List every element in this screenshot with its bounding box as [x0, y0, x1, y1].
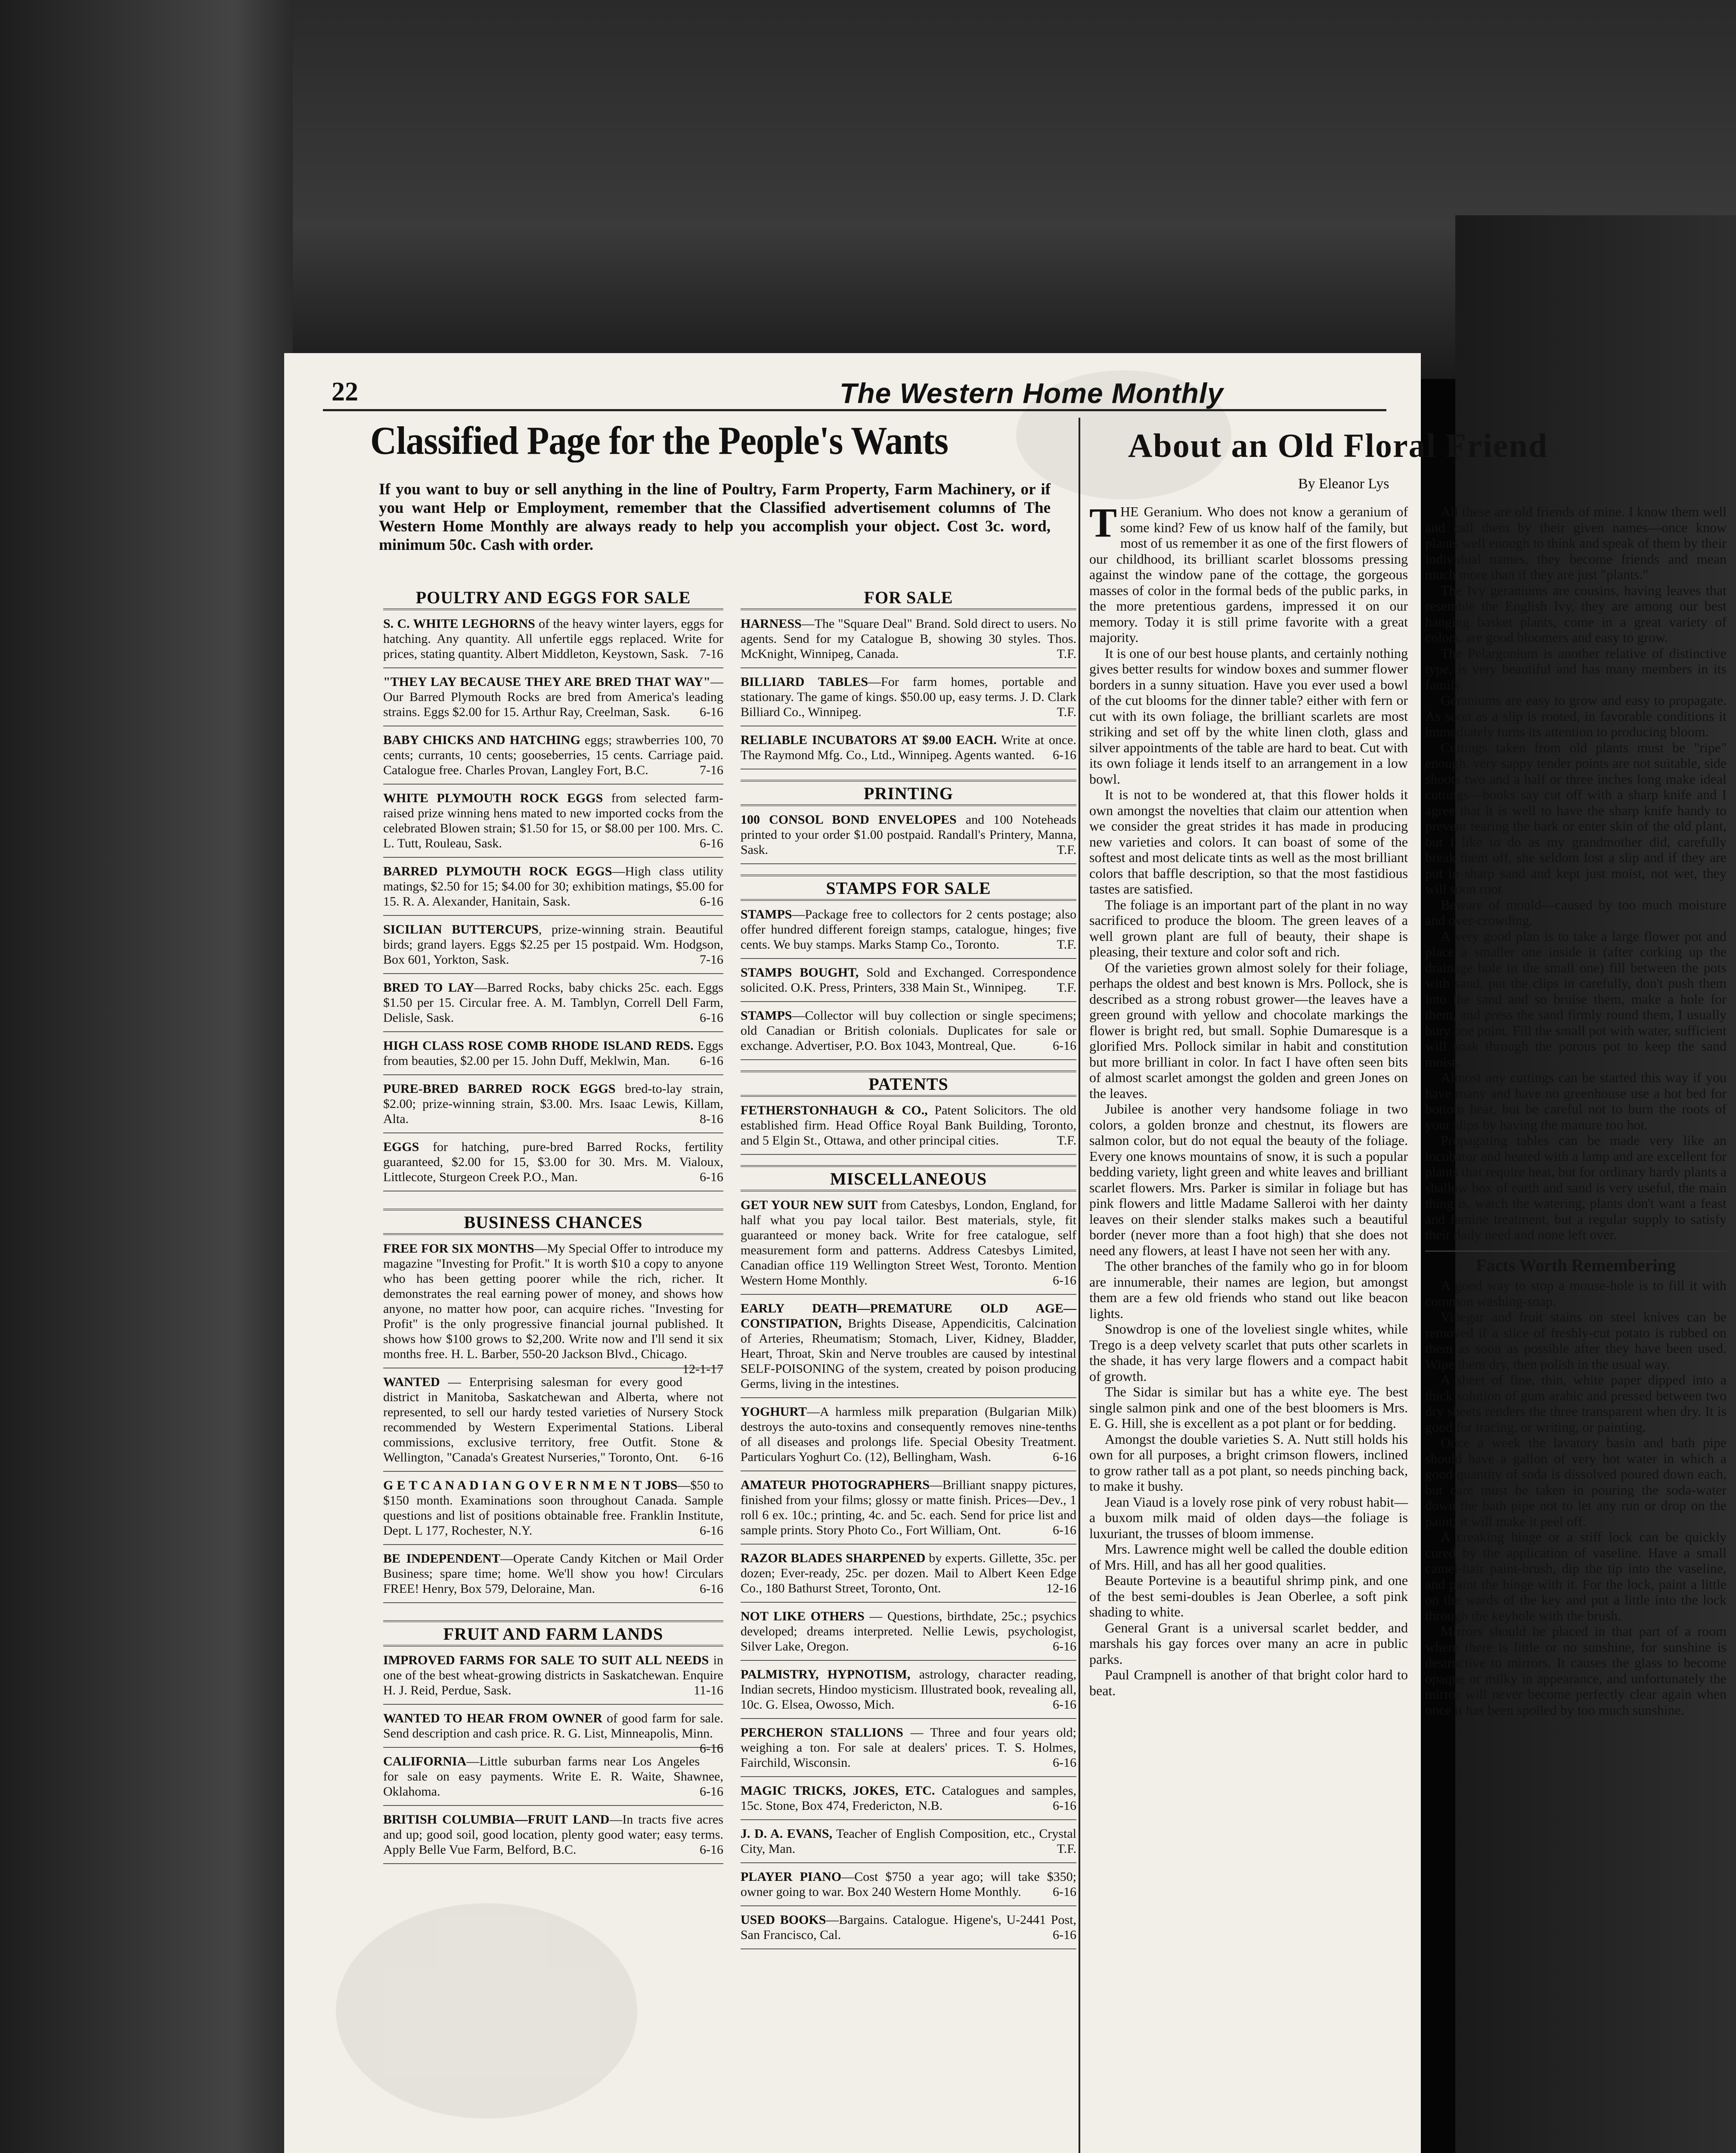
classified-ad — [741, 1551, 1076, 1603]
ad-headline: EARLY DEATH—PREMATURE OLD AGE—CONSTIPATION, — [741, 1301, 1076, 1331]
classified-ad — [741, 1725, 1076, 1777]
magazine-page — [284, 353, 1727, 2153]
ad-code: 7-16 — [700, 952, 723, 967]
classified-ad — [383, 1241, 723, 1376]
article-column-left — [1089, 499, 1408, 1698]
classified-ad — [383, 1812, 723, 1864]
ad-code: T.F. — [1057, 980, 1076, 995]
ad-code: 6-16 — [700, 1054, 723, 1068]
ad-code: T.F. — [1057, 1842, 1076, 1856]
classified-ad — [741, 1008, 1076, 1060]
ad-code: 6-16 — [700, 1741, 723, 1756]
article-byline: By Eleanor Lys — [1298, 476, 1389, 492]
ad-text: Write at once. The Raymond Mfg. Co., Ltd., Winnipeg. Agents wanted. — [741, 733, 1076, 762]
ad-code: 12-1-17 — [682, 1362, 723, 1376]
paragraph: Cuttings taken from old plants must be "ripe" enough, very sappy tender points are not suitable, side shoots two and a half or three inches long make ideal cuttings—books say cut off with a sharp knife and I agree that it is well to have the sharp knife handy to prevent tearing the bark or enter skin of the old plant, but I like to do as my grandmother did, carefully break them off, she seldom lost a slip and if they are put in sharp sand and kept just moist, not wet, they will soon root — [1425, 739, 1727, 897]
facts-heading: Facts Worth Remembering — [1425, 1250, 1727, 1274]
paragraph: The Sidar is similar but has a white eye. The best single salmon pink and one of the best bloomers is Mrs. E. G. Hill, she is excellent as a pot plant or for bedding. — [1089, 1384, 1408, 1431]
ad-headline: PERCHERON STALLIONS — [741, 1725, 903, 1740]
classified-ad — [741, 1783, 1076, 1820]
ad-code: 6-16 — [1053, 1928, 1076, 1942]
ad-headline: "THEY LAY BECAUSE THEY ARE BRED THAT WAY" — [383, 675, 710, 689]
section-fruit — [383, 1620, 723, 1864]
section-heading: FOR SALE — [741, 586, 1076, 610]
ad-headline: YOGHURT — [741, 1405, 807, 1419]
ad-code: 6-16 — [700, 1523, 723, 1538]
ad-text: bred-to-lay strain, $2.00; prize-winning strain, $3.00. Mrs. Isaac Lewis, Killam, Alta. — [383, 1082, 723, 1126]
ad-headline: NOT LIKE OTHERS — [741, 1609, 865, 1623]
paragraph: The Pelargonium is another relative of distinctive type, is very beautiful and has many members in its family. — [1425, 645, 1727, 692]
ad-headline: BILLIARD TABLES — [741, 675, 868, 689]
section-heading: MISCELLANEOUS — [741, 1165, 1076, 1191]
ad-code: T.F. — [1057, 647, 1076, 661]
ad-text: — Enterprising salesman for every good district in Manitoba, Saskatchewan and Alberta, where not represented, to sell our hardy tested varieties of Nursery Stock recommended by Western Experimental Stations. Liberal commissions, exclusive territory, free Outfit. Stone & Wellington, "Canada's Greatest Nurseries," Toronto, Ont. — [383, 1375, 723, 1464]
ad-headline: WANTED — [383, 1375, 440, 1389]
classified-ad — [741, 1667, 1076, 1719]
ad-headline: 100 CONSOL BOND ENVELOPES — [741, 813, 957, 827]
ad-headline: G E T C A N A D I A N G O V E R N M E N T JOBS — [383, 1478, 678, 1492]
classified-ad — [741, 1609, 1076, 1661]
section-business — [383, 1209, 723, 1603]
ad-text: —$50 to $150 month. Examinations soon throughout Canada. Sample questions and list of positions obtainable free. Franklin Institute, Dept. L 177, Rochester, N.Y. — [383, 1478, 723, 1538]
classified-ad — [383, 1038, 723, 1075]
classified-column-middle — [741, 586, 1076, 1949]
ad-headline: BABY CHICKS AND HATCHING — [383, 733, 581, 747]
classified-ad — [383, 1374, 723, 1472]
ad-code: 8-16 — [700, 1112, 723, 1126]
ad-code: 6-16 — [1053, 1039, 1076, 1053]
paragraph: Vinegar and fruit stains on steel knives can be removed if a slice of freshly-cut potato is rubbed on them as soon as possible after they have been used. Wipe them dry, then polish in the usual way. — [1425, 1309, 1727, 1372]
ad-code: 6-16 — [700, 836, 723, 850]
ad-headline: HARNESS — [741, 617, 802, 631]
ad-text: —Barred Rocks, baby chicks 25c. each. Eggs $1.50 per 15. Circular free. A. M. Tamblyn, Correll Dell Farm, Delisle, Sask. — [383, 980, 723, 1025]
classified-column-left — [383, 586, 723, 1864]
ad-headline: S. C. WHITE LEGHORNS — [383, 617, 535, 631]
paragraph: Jean Viaud is a lovely rose pink of very robust habit—a buxom milk maid of olden days—the foliage is luxuriant, the trusses of bloom immense. — [1089, 1494, 1408, 1541]
classified-ad — [741, 1197, 1076, 1295]
ad-headline: BARRED PLYMOUTH ROCK EGGS — [383, 864, 612, 878]
ad-code: T.F. — [1057, 1133, 1076, 1148]
section-printing — [741, 780, 1076, 864]
ad-text: —Cost $750 a year ago; will take $350; owner going to war. Box 240 Western Home Monthly. — [741, 1870, 1076, 1899]
section-for-sale — [741, 586, 1076, 769]
ad-text: and 100 Noteheads printed to your order $1.00 postpaid. Randall's Printery, Manna, Sask. — [741, 813, 1076, 857]
ad-text: in one of the best wheat-growing districts in Saskatchewan. Enquire H. J. Reid, Perdue, Sask. — [383, 1653, 723, 1697]
classified-ad — [741, 1869, 1076, 1906]
ad-text: —For farm homes, portable and stationary. The game of kings. $50.00 up, easy terms. J. D. Clark Billiard Co., Winnipeg. — [741, 675, 1076, 719]
header-rule — [323, 409, 1386, 411]
paragraph: Amongst the double varieties S. A. Nutt still holds his own for all purposes, a bright crimson flowers, inclined to grow rather tall as a pot plant, so needs pinching back, to make it bushy. — [1089, 1431, 1408, 1494]
classified-ad — [383, 1081, 723, 1133]
section-heading: PRINTING — [741, 780, 1076, 806]
ad-headline: PURE-BRED BARRED ROCK EGGS — [383, 1082, 616, 1096]
ad-headline: BRED TO LAY — [383, 980, 474, 995]
classified-title: Classified Page for the People's Wants — [370, 419, 948, 462]
ad-code: 6-16 — [1053, 1799, 1076, 1813]
ad-text: Sold and Exchanged. Correspondence solicited. O.K. Press, Printers, 338 Main St., Winnipeg. — [741, 965, 1076, 995]
ad-code: 6-16 — [1053, 1639, 1076, 1654]
classified-ad — [383, 980, 723, 1032]
ad-code: 6-16 — [700, 1582, 723, 1596]
ad-headline: PLAYER PIANO — [741, 1870, 842, 1884]
page-number: 22 — [332, 377, 358, 406]
ad-headline: BE INDEPENDENT — [383, 1551, 501, 1566]
paragraph: A creaking hinge or a stiff lock can be quickly cured by the application of vaseline. Have a small camel-hair paint-brush, dip the tip into the vaseline, and paint the hinge with it. For the lock, paint a little on the wards of the key and put a little into the lock through the keyhole with the brush. — [1425, 1529, 1727, 1623]
section-stamps — [741, 875, 1076, 1060]
paragraph: Jubilee is another very handsome foliage in two colors, a golden bronze and chestnut, its flowers are salmon color, but do not equal the beauty of the foliage. Every one knows mountains of snow, it is such a popular bedding variety, light green and white leaves and brilliant scarlet flowers. Mrs. Parker is similar in foliage but has pink flowers and little Madame Salleroi with her dainty leaves on their slender stalks makes such a beautiful border (never more than a foot high) that she does not need any flowers, at least I have not seen her with any. — [1089, 1101, 1408, 1258]
ad-text: Brights Disease, Appendicitis, Calcination of Arteries, Rheumatism; Stomach, Liver, Kidney, Bladder, Heart, Throat, Skin and Nerve troubles are caused by intestinal SELF-POISONING of the system, created by poison producing Germs, living in the intestines. — [741, 1316, 1076, 1391]
classified-ad — [383, 1754, 723, 1806]
ad-headline: STAMPS — [741, 907, 792, 921]
ad-code: 6-16 — [700, 1843, 723, 1857]
section-heading: STAMPS FOR SALE — [741, 875, 1076, 901]
section-patents — [741, 1070, 1076, 1155]
magazine-title: The Western Home Monthly — [840, 377, 1224, 409]
ad-headline: GET YOUR NEW SUIT — [741, 1198, 877, 1212]
paragraph: Geraniums are easy to grow and easy to propagate. As soon as a slip is rooted, in favorable conditions it immediately turns its attention to producing bloom. — [1425, 692, 1727, 739]
ad-headline: BRITISH COLUMBIA—FRUIT LAND — [383, 1812, 610, 1827]
ad-headline: STAMPS — [741, 1008, 792, 1023]
ad-text: by experts. Gillette, 35c. per dozen; Ever-ready, 25c. per dozen. Mail to Albert Keen Edge Co., 180 Bathurst Street, Toronto, Ont. — [741, 1551, 1076, 1595]
classified-ad — [383, 1653, 723, 1705]
ad-code: 6-16 — [1053, 1885, 1076, 1899]
classified-intro: If you want to buy or sell anything in the line of Poultry, Farm Property, Farm Machinery, or if you want Help or Employment, remember that the Classified advertisement columns of The Western Home Monthly are always ready to help you accomplish your object. Cost 3c. word, minimum 50c. Cash with order. — [379, 481, 1051, 554]
paragraph: Beware of mould—caused by too much moisture and over-crowding. — [1425, 897, 1727, 928]
ad-text: —Our Barred Plymouth Rocks are bred from America's leading strains. Eggs $2.00 for 15. Arthur Ray, Creelman, Sask. — [383, 675, 723, 719]
section-heading: PATENTS — [741, 1070, 1076, 1097]
paragraph: Mirrors should be placed in that part of a room where there is little or no sunshine, for sunshine is destructive to mirrors. It causes the glass to become opaque or milky in appearance, and unfortunately the mirror will never become perfectly clear again when once it has been spoiled by too much sunshine. — [1425, 1623, 1727, 1718]
ad-headline: PALMISTRY, HYPNOTISM, — [741, 1667, 911, 1681]
ad-code: 6-16 — [700, 1011, 723, 1025]
classified-ad — [383, 1551, 723, 1603]
paragraph: Beaute Portevine is a beautiful shrimp pink, and one of the best semi-doubles is Jean Oberlee, a soft pink shading to white. — [1089, 1573, 1408, 1619]
ad-text: Eggs from beauties, $2.00 per 15. John Duff, Meklwin, Man. — [383, 1039, 724, 1068]
paragraph: The foliage is an important part of the plant in no way sacrificed to produce the bloom. The green leaves of a well grown plant are full of beauty, their shape is pleasing, their texture and color soft and rich. — [1089, 897, 1408, 959]
ad-text: —High class utility matings, $2.50 for 15; $4.00 for 30; exhibition matings, $5.00 for 15. R. A. Alexander, Hanitain, Sask. — [383, 864, 724, 909]
ad-text: — Three and four years old; weighing a ton. For sale at dealers' prices. T. S. Holmes, Fairchild, Wisconsin. — [741, 1725, 1076, 1770]
ad-text: from Catesbys, London, England, for half what you pay local tailor. Best materials, style, fit guaranteed or money back. Write for free catalogue, self measurement form and patterns. Address Catesbys Limited, Canadian office 119 Wellington Street West, Toronto. Mention Western Home Monthly. — [741, 1198, 1076, 1287]
ad-text: —My Special Offer to introduce my magazine "Investing for Profit." It is worth $10 a copy to anyone who has been getting poorer while the rich, richer. It demonstrates the real earning power of money, and shows how anyone, no matter how poor, can acquire riches. "Investing for Profit" is the only progressive financial journal published. It shows how $100 grows to $2,200. Write now and I'll send it six months free. H. L. Barber, 550-20 Jackson Blvd., Chicago. — [383, 1241, 723, 1361]
classified-ad — [741, 732, 1076, 769]
classified-ad — [383, 1711, 723, 1756]
ad-code: 11-16 — [694, 1683, 723, 1697]
scan-background-left — [0, 0, 293, 2153]
ad-text: —Package free to collectors for 2 cents postage; also offer hundred different foreign stamps, catalogue, hinges; five cents. We buy stamps. Marks Stamp Co., Toronto. — [741, 907, 1076, 952]
classified-ad — [383, 674, 723, 726]
ad-text: of good farm for sale. Send description and cash price. R. G. List, Minneapolis, Minn. — [383, 1711, 723, 1740]
ad-text: for hatching, pure-bred Barred Rocks, fertility guaranteed, $2.00 for 15, $3.00 for 30. Mrs. M. Vialoux, Littlecote, Sturgeon Creek P.O., Man. — [383, 1140, 723, 1184]
ad-code: 6-16 — [700, 705, 723, 719]
ad-text: Patent Solicitors. The old established firm. Head Office Royal Bank Building, Toronto, and 5 Elgin St., Ottawa, and other principal cities. — [741, 1103, 1076, 1148]
classified-ad — [383, 791, 723, 858]
ad-code: 6-16 — [1053, 748, 1076, 762]
ad-code: 6-16 — [700, 1784, 723, 1799]
paragraph: Snowdrop is one of the loveliest single whites, while Trego is a deep velvety scarlet that puts other scarlets in the shade, it has very large flowers and a compact habit of growth. — [1089, 1321, 1408, 1384]
ad-code: 12-16 — [1046, 1581, 1076, 1595]
ad-headline: SICILIAN BUTTERCUPS — [383, 922, 539, 937]
classified-ad — [741, 1404, 1076, 1471]
classified-ad — [741, 812, 1076, 864]
ad-headline: FREE FOR SIX MONTHS — [383, 1241, 534, 1256]
ad-code: 6-16 — [700, 1170, 723, 1184]
classified-ad — [741, 1912, 1076, 1949]
ad-headline: CALIFORNIA — [383, 1754, 467, 1768]
ad-text: , prize-winning strain. Beautiful birds; grand layers. Eggs $2.25 per 15 postpaid. Wm. Hodgson, Box 601, Yorkton, Sask. — [383, 922, 723, 967]
section-heading: BUSINESS CHANCES — [383, 1209, 723, 1235]
classified-ad — [741, 1477, 1076, 1545]
section-heading: FRUIT AND FARM LANDS — [383, 1620, 723, 1647]
classified-ad — [741, 1826, 1076, 1863]
ad-headline: STAMPS BOUGHT, — [741, 965, 859, 980]
ad-headline: WHITE PLYMOUTH ROCK EGGS — [383, 791, 603, 805]
ad-headline: J. D. A. EVANS, — [741, 1827, 833, 1841]
ad-text: Teacher of English Composition, etc., Crystal City, Man. — [741, 1827, 1076, 1856]
classified-ad — [741, 1103, 1076, 1155]
paragraph: The Ivy geraniums are cousins, having leaves that resemble the English Ivy, they are among our best hanging basket plants, come in a great variety of colors, are good bloomers and easy to grow. — [1425, 582, 1727, 645]
ad-text: —Collector will buy collection or single specimens; old Canadian or British colonials. Duplicates for sale or exchange. Advertiser, P.O. Box 1043, Montreal, Que. — [741, 1008, 1076, 1053]
ad-headline: AMATEUR PHOTOGRAPHERS — [741, 1478, 930, 1492]
paragraph: A sheet of fine, thin, white paper dipped into a thick solution of gum arabic and pressed between two dry sheets renders the three transparent when dry. It is good for tracing, or writing, or painting. — [1425, 1372, 1727, 1435]
ad-text: —Brilliant snappy pictures, finished from your films; glossy or matte finish. Prices—Dev., 1 roll 6 ex. 10c.; printing, 4c. and 5c. each. Send for price list and sample prints. Story Photo Co., Fort William, Ont. — [741, 1478, 1076, 1537]
running-head — [323, 377, 1378, 411]
ad-text: —Operate Candy Kitchen or Mail Order Business; spare time; home. We'll show you how! Circulars FREE! Henry, Box 579, Deloraine, Man. — [383, 1551, 723, 1596]
classified-ad — [383, 616, 723, 668]
ad-headline: EGGS — [383, 1140, 419, 1154]
ad-headline: RAZOR BLADES SHARPENED — [741, 1551, 926, 1565]
paragraph: Of the varieties grown almost solely for their foliage, perhaps the oldest and best known is Mrs. Pollock, she is described as a strong robust grower—the leaves have a green ground with yellow and chocolate markings the flower is bright red, but small. Sophie Dumaresque is a glorified Mrs. Pollock similar in habit and constitution but more brilliant in color. In fact I have often seen bits of almost scarlet amongst the golden and green Jones on the leaves. — [1089, 959, 1408, 1101]
ad-text: from selected farm-raised prize winning hens mated to new imported cocks from the celebrated Blowen strain; $1.50 for 15, or $8.00 per 100. Mrs. C. L. Tutt, Rouleau, Sask. — [383, 791, 723, 850]
classified-ad — [383, 1139, 723, 1191]
paragraph: Propagating tables can be made very like an incubator and heated with a lamp and are excellent for plants that require heat, but for ordinary hardy plants a shallow box of earth and sand is very useful, the main thing is, watch the watering, plants don't want a feast and famine treatment, but a regular supply to satisfy their daily need and none left over. — [1425, 1132, 1727, 1242]
classified-ad — [741, 674, 1076, 726]
paragraph: General Grant is a universal scarlet bedder, and marshals his gay forces over many an acre in public parks. — [1089, 1619, 1408, 1667]
classified-ad — [741, 907, 1076, 959]
classified-ad — [741, 965, 1076, 1002]
paragraph: A good way to stop a mouse-hole is to fill it with common washing-soap. — [1425, 1278, 1727, 1309]
ad-headline: MAGIC TRICKS, JOKES, ETC. — [741, 1784, 935, 1798]
classified-ad — [383, 1478, 723, 1545]
ad-headline: IMPROVED FARMS FOR SALE TO SUIT ALL NEEDS — [383, 1653, 709, 1667]
paragraph: HE Geranium. Who does not know a geranium of some kind? Few of us know half of the family, but most of us remember it as one of the first flowers of our childhood, its brilliant scarlet blossoms pressing against the window pane of the cottage, the gorgeous masses of color in the formal beds of the public parks, in the more pretentious gardens, impressed it on our memory. Today it is still prime favorite with a great majority. — [1089, 504, 1408, 645]
ad-code: 6-16 — [700, 1450, 723, 1464]
classified-ad — [741, 616, 1076, 668]
article-column-right — [1425, 504, 1727, 1718]
ad-code: 6-16 — [1053, 1697, 1076, 1712]
article-title: About an Old Floral Friend — [1128, 427, 1548, 464]
section-poultry — [383, 586, 723, 1191]
ad-text: —The "Square Deal" Brand. Sold direct to users. No agents. Send for my Catalogue B, showing 30 styles. Thos. McKnight, Winnipeg, Canada. — [741, 617, 1076, 661]
ad-code: 7-16 — [700, 763, 723, 777]
section-miscellaneous — [741, 1165, 1076, 1949]
paragraph: Once a week the lavatory basin and bath pipe should have a gallon of very hot water in which a good quantity of soda is dissolved poured down each, but care must be taken in pouring the soda-water down the bath pipe not to let any run or drop on the paint; it will make it peel off. — [1425, 1435, 1727, 1529]
section-heading: POULTRY AND EGGS FOR SALE — [383, 586, 723, 610]
ad-code: 6-16 — [700, 894, 723, 909]
classified-ad — [383, 732, 723, 785]
ad-code: 6-16 — [1053, 1756, 1076, 1770]
paragraph: All these are old friends of mine. I know them well and call them by their given names—once know plants well enough to think and speak of them by their individual names, they become friends and mean much more than if they are just "plants." — [1425, 504, 1727, 582]
ad-code: 6-16 — [1053, 1450, 1076, 1464]
paragraph: Almost any cuttings can be started this way if you have many and have no greenhouse use a hot bed for bottom heat, but be careful not to burn the roots of your slips by having the manure too hot. — [1425, 1070, 1727, 1132]
ad-code: T.F. — [1057, 843, 1076, 857]
paragraph: The other branches of the family who go in for bloom are innumerable, their names are legion, but amongst them are a few old friends who stand out like beacon lights. — [1089, 1258, 1408, 1321]
ad-headline: FETHERSTONHAUGH & CO., — [741, 1103, 928, 1117]
classified-ad — [383, 864, 723, 916]
ad-headline: USED BOOKS — [741, 1913, 826, 1927]
column-divider — [1079, 418, 1080, 2153]
ad-code: 6-16 — [1053, 1273, 1076, 1287]
drop-cap: T — [1089, 499, 1117, 546]
ad-headline: RELIABLE INCUBATORS AT $9.00 EACH. — [741, 733, 997, 747]
paper-stain — [336, 1903, 637, 2119]
ad-text: Catalogues and samples, 15c. Stone, Box 474, Fredericton, N.B. — [741, 1784, 1076, 1813]
ad-code: T.F. — [1057, 937, 1076, 952]
ad-text: —A harmless milk preparation (Bulgarian Milk) destroys the auto-toxins and consequently removes nine-tenths of all diseases and prolongs life. Special Obesity Treatment. Particulars Yoghurt Co. (12), Bellingham, Wash. — [741, 1405, 1076, 1464]
paragraph: Paul Crampnell is another of that bright color hard to beat. — [1089, 1667, 1408, 1698]
classified-ad — [383, 922, 723, 974]
paragraph: It is one of our best house plants, and certainly nothing gives better results for window boxes and summer flower borders in a sunny situation. Have you ever used a bowl of the cut blooms for the dinner table? either with fern or cut with its own foliage, the brilliant scarlets are most striking and set off by the white linen cloth, glass and silver appointments of the table are hard to beat. Cut with its own foliage it lends itself to an arrangement in a low bowl. — [1089, 645, 1408, 787]
ad-code: 7-16 — [700, 647, 723, 661]
ad-text: — Questions, birthdate, 25c.; psychics developed; dreams interpreted. Nellie Lewis, psychologist, Silver Lake, Oregon. — [741, 1609, 1077, 1654]
ad-text: —Little suburban farms near Los Angeles for sale on easy payments. Write E. R. Waite, Shawnee, Oklahoma. — [383, 1754, 723, 1799]
ad-text: astrology, character reading, Indian secrets, Hindoo mysticism. Illustrated book, revealing all, 10c. G. Elsea, Owosso, Mich. — [741, 1667, 1076, 1712]
paragraph: Mrs. Lawrence might well be called the double edition of Mrs. Hill, and has all her good qualities. — [1089, 1541, 1408, 1573]
paragraph: It is not to be wondered at, that this flower holds it own amongst the novelties that claim our attention when we consider the great strides it has made in producing new varieties and colors. It can boast of some of the softest and most delicate tints as well as the most brilliant colors that baffle description, so that the most fastidious tastes are satisfied. — [1089, 787, 1408, 897]
ad-code: T.F. — [1057, 705, 1076, 719]
ad-code: 6-16 — [1053, 1523, 1076, 1537]
ad-text: of the heavy winter layers, eggs for hatching. Any quantity. All unfertile eggs replaced. Write for prices, stating quantity. Albert Middleton, Keystown, Sask. — [383, 617, 723, 661]
classified-ad — [741, 1301, 1076, 1398]
paragraph: A very good plan is to take a large flower pot and place a smaller one inside it (after corking up the drainage hole in the small one) fill between the pots with sand, put the clips in carefully, don't push them into the sand and so bruise them, make a hole for them, and press the sand firmly round them, I usually bury one point. Fill the small pot with water, sufficient will soak through the porous pot to keep the sand moist. — [1425, 928, 1727, 1070]
ad-text: —In tracts five acres and up; good soil, good location, plenty good water; easy terms. Apply Belle Vue Farm, Belford, B.C. — [383, 1812, 723, 1857]
ad-text: —Bargains. Catalogue. Higene's, U-2441 Post, San Francisco, Cal. — [741, 1913, 1076, 1942]
ad-text: eggs; strawberries 100, 70 cents; currants, 10 cents; gooseberries, 15 cents. Carriage paid. Catalogue free. Charles Provan, Langley Fort, B.C. — [383, 733, 723, 777]
ad-headline: WANTED TO HEAR FROM OWNER — [383, 1711, 603, 1725]
ad-headline: HIGH CLASS ROSE COMB RHODE ISLAND REDS. — [383, 1039, 694, 1053]
